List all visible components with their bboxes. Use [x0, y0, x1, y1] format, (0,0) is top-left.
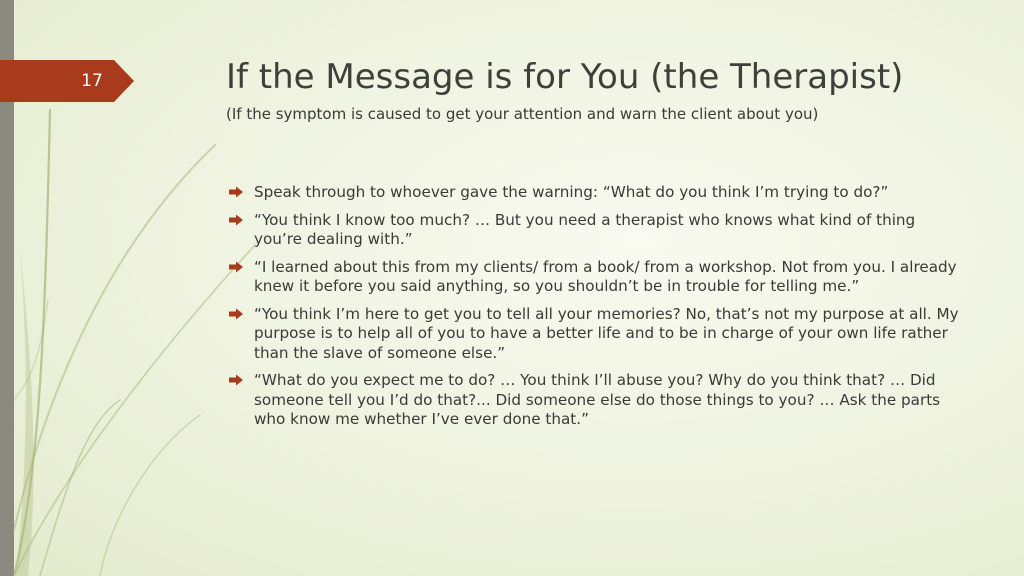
- bullet-text: Speak through to whoever gave the warning: “What do you think I’m trying to do?”: [254, 183, 889, 201]
- slide-title: If the Message is for You (the Therapist): [226, 57, 904, 97]
- bullet-text: “What do you expect me to do? … You think I’ll abuse you? Why do you think that? … Did someone tell you I’d do that?... Did someone else do those things to you? … Ask the parts who know me whether I’ve ever done that.”: [254, 371, 941, 428]
- arrow-bullet-icon: [228, 214, 244, 226]
- bullet-item: [226, 371, 966, 430]
- bullet-item: [226, 211, 966, 250]
- bullet-item: [226, 305, 966, 364]
- bullet-text: “I learned about this from my clients/ from a book/ from a workshop. Not from you. I already knew it before you said anything, so you shouldn’t be in trouble for telling me.”: [254, 257, 957, 295]
- arrow-bullet-icon: [228, 261, 244, 273]
- arrow-bullet-icon: [228, 308, 244, 320]
- slide-subtitle: (If the symptom is caused to get your attention and warn the client about you): [226, 105, 819, 123]
- bullet-text: “You think I’m here to get you to tell all your memories? No, that’s not my purpose at all. My purpose is to help all of you to have a better life and to be in charge of your own life rather than the slave of someone else.”: [254, 304, 959, 362]
- slide-number-tab: [0, 60, 134, 102]
- bullet-list: [226, 183, 966, 438]
- arrow-bullet-icon: [228, 374, 244, 386]
- bullet-item: [226, 258, 966, 297]
- bullet-item: [226, 183, 966, 203]
- bullet-text: “You think I know too much? … But you need a therapist who knows what kind of thing you’re dealing with.”: [254, 210, 916, 248]
- arrow-bullet-icon: [228, 186, 244, 198]
- slide-number: 17: [81, 71, 103, 91]
